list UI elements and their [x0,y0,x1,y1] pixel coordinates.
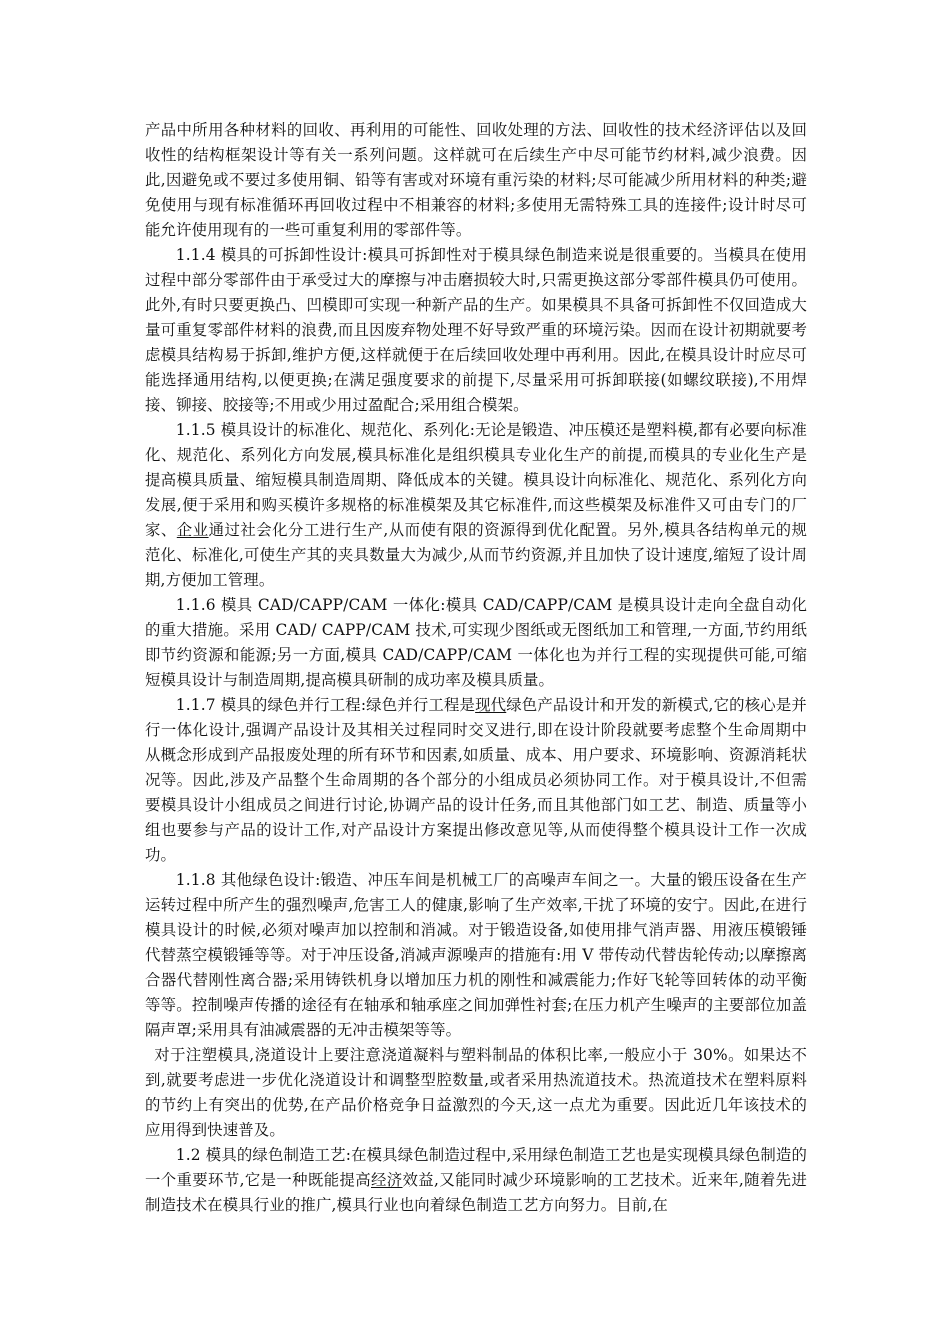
paragraph-text: 对于注塑模具,浇道设计上要注意浇道凝料与塑料制品的体积比率,一般应小于 30%。如果达不到,就要考虑进一步优化浇道设计和调整型腔数量,或者采用热流道技术。热流道技术在塑料原料的节约上有突出的优势,在产品价格竞争日益激烈的今天,这一点尤为重要。因此近几年该技术的应用得到快速普及。 [145,1046,807,1139]
paragraph-text: 1.2 模具的绿色制造工艺:在模具绿色制造过程中,采用绿色制造工艺也是实现模具绿色制造的一个重要环节,它是一种既能提高 [145,1146,807,1189]
document-body [145,118,807,1218]
paragraph-text: 1.1.8 其他绿色设计:锻造、冲压车间是机械工厂的高噪声车间之一。大量的锻压设备在生产运转过程中所产生的强烈噪声,危害工人的健康,影响了生产效率,干扰了环境的安宁。因此,在进行模具设计的时候,必须对噪声加以控制和消减。对于锻造设备,如使用排气消声器、用液压模锻锤代替蒸空模锻锤等等。对于冲压设备,消减声源噪声的措施有:用 V 带传动代替齿轮传动;以摩擦离合器代替刚性离合器;采用铸铁机身以增加压力机的刚性和减震能力;作好飞轮等回转体的动平衡等等。控制噪声传播的途径有在轴承和轴承座之间加弹性衬套;在压力机产生噪声的主要部位加盖隔声罩;采用具有油减震器的无冲击模架等等。 [145,871,807,1039]
paragraph-1-1-7-concurrent-engineering [145,693,807,868]
paragraph-text: 通过社会化分工进行生产,从而使有限的资源得到优化配置。另外,模具各结构单元的规范化、标准化,可使生产其的夹具数量大为减少,从而节约资源,并且加快了设计速度,缩短了设计周期,方便加工管理。 [145,521,807,589]
link-enterprise[interactable]: 企业 [176,521,209,539]
paragraph-text: 1.1.6 模具 CAD/CAPP/CAM 一体化:模具 CAD/CAPP/CAM 是模具设计走向全盘自动化的重大措施。采用 CAD/ CAPP/CAM 技术,可实现少图纸或无图纸加工和管理,一方面,节约用纸即节约资源和能源;另一方面,模具 CAD/CAPP/CAM 一体化也为并行工程的实现提供可能,可缩短模具设计与制造周期,提高模具研制的成功率及模具质量。 [145,596,807,689]
paragraph-1-1-4-disassembly [145,243,807,418]
paragraph-text: 效益,又能同时减少环境影响的工艺技术。近来年,随着先进制造技术在模具行业的推广,模具行业也向着绿色制造工艺方向努力。目前,在 [145,1171,807,1214]
paragraph-text: 产品中所用各种材料的回收、再利用的可能性、回收处理的方法、回收性的技术经济评估以及回收性的结构框架设计等有关一系列问题。这样就可在后续生产中尽可能节约材料,减少浪费。因此,因避免或不要过多使用铜、铅等有害或对环境有重污染的材料;尽可能减少所用材料的种类;避免使用与现有标准循环再回收过程中不相兼容的材料;多使用无需特殊工具的连接件;设计时尽可能允许使用现有的一些可重复利用的零部件等。 [145,121,807,239]
paragraph-1-1-8-other-green-design [145,868,807,1043]
paragraph-1-1-6-cad-capp-cam [145,593,807,693]
paragraph-injection-mold [145,1043,807,1143]
link-modern[interactable]: 现代 [475,696,507,714]
paragraph-1-2-green-process [145,1143,807,1218]
paragraph-text: 1.1.7 模具的绿色并行工程:绿色并行工程是 [175,696,476,714]
paragraph-text: 绿色产品设计和开发的新模式,它的核心是并行一体化设计,强调产品设计及其相关过程同时交叉进行,即在设计阶段就要考虑整个生命周期中从概念形成到产品报废处理的所有环节和因素,如质量、成本、用户要求、环境影响、资源消耗状况等。因此,涉及产品整个生命周期的各个部分的小组成员必须协同工作。对于模具设计,不但需要模具设计小组成员之间进行讨论,协调产品的设计任务,而且其他部门如工艺、制造、质量等小组也要参与产品的设计工作,对产品设计方案提出修改意见等,从而使得整个模具设计工作一次成功。 [145,696,807,864]
paragraph-intro-recycling [145,118,807,243]
link-economy[interactable]: 经济 [371,1171,403,1189]
paragraph-text: 1.1.4 模具的可拆卸性设计:模具可拆卸性对于模具绿色制造来说是很重要的。当模具在使用过程中部分零部件由于承受过大的摩擦与冲击磨损较大时,只需更换这部分零部件模具仍可使用。此外,有时只要更换凸、凹模即可实现一种新产品的生产。如果模具不具备可拆卸性不仅回造成大量可重复零部件材料的浪费,而且因废弃物处理不好导致严重的环境污染。因而在设计初期就要考虑模具结构易于拆卸,维护方便,这样就便于在后续回收处理中再利用。因此,在模具设计时应尽可能选择通用结构,以便更换;在满足强度要求的前提下,尽量采用可拆卸联接(如螺纹联接),不用焊接、铆接、胶接等;不用或少用过盈配合;采用组合模架。 [145,246,807,414]
paragraph-1-1-5-standardization [145,418,807,593]
paragraph-text: 1.1.5 模具设计的标准化、规范化、系列化:无论是锻造、冲压模还是塑料模,都有必要向标准化、规范化、系列化方向发展,模具标准化是组织模具专业化生产的前提,而模具的专业化生产是提高模具质量、缩短模具制造周期、降低成本的关键。模具设计向标准化、规范化、系列化方向发展,便于采用和购买模许多规格的标准模架及其它标准件,而这些模架及标准件又可由专门的厂家、 [145,421,807,539]
